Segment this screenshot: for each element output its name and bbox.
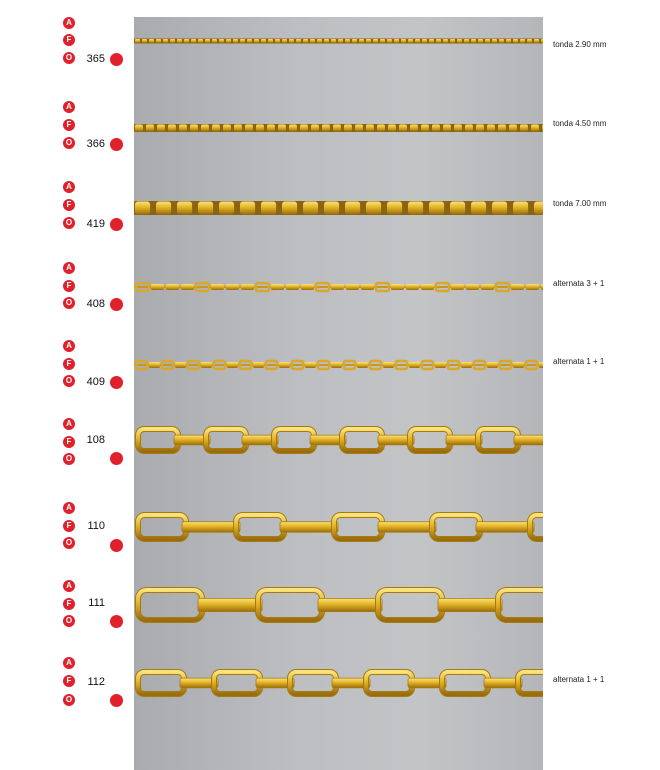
product-description: alternata 3 + 1 [553, 279, 605, 288]
badge-a: A [63, 657, 75, 669]
status-dot [110, 539, 123, 552]
product-description: tonda 2.90 mm [553, 40, 607, 49]
product-code: 112 [87, 676, 105, 688]
badge-o: O [63, 137, 75, 149]
product-row-108 [0, 418, 660, 488]
product-row-409 [0, 340, 660, 410]
badge-f: F [63, 520, 75, 532]
product-description: alternata 1 + 1 [553, 675, 605, 684]
product-description: alternata 1 + 1 [553, 357, 605, 366]
badge-o: O [63, 297, 75, 309]
status-dot [110, 218, 123, 231]
badge-o: O [63, 52, 75, 64]
status-dot [110, 615, 123, 628]
status-dot [110, 376, 123, 389]
status-dot [110, 53, 123, 66]
product-code: 110 [87, 520, 105, 532]
badge-f: F [63, 280, 75, 292]
product-code: 111 [88, 597, 105, 609]
badge-a: A [63, 502, 75, 514]
badge-f: F [63, 436, 75, 448]
product-row-111 [0, 580, 660, 650]
badge-a: A [63, 418, 75, 430]
product-description: tonda 4.50 mm [553, 119, 607, 128]
badge-f: F [63, 675, 75, 687]
product-description: tonda 7.00 mm [553, 199, 607, 208]
badge-o: O [63, 615, 75, 627]
product-code: 419 [86, 218, 105, 230]
badge-o: O [63, 694, 75, 706]
product-row-365 [0, 14, 660, 84]
badge-f: F [63, 358, 75, 370]
product-code: 408 [86, 298, 105, 310]
product-code: 108 [86, 434, 105, 446]
badge-f: F [63, 119, 75, 131]
badge-f: F [63, 34, 75, 46]
status-dot [110, 138, 123, 151]
status-dot [110, 298, 123, 311]
badge-o: O [63, 537, 75, 549]
badge-a: A [63, 340, 75, 352]
badge-f: F [63, 199, 75, 211]
badge-a: A [63, 262, 75, 274]
product-row-419 [0, 178, 660, 248]
product-row-112 [0, 657, 660, 727]
product-row-110 [0, 502, 660, 572]
badge-o: O [63, 375, 75, 387]
badge-a: A [63, 580, 75, 592]
badge-a: A [63, 101, 75, 113]
badge-o: O [63, 217, 75, 229]
badge-a: A [63, 181, 75, 193]
product-row-408 [0, 260, 660, 330]
product-row-366 [0, 96, 660, 166]
badge-o: O [63, 453, 75, 465]
status-dot [110, 452, 123, 465]
badge-a: A [63, 17, 75, 29]
status-dot [110, 694, 123, 707]
product-code: 365 [86, 53, 105, 65]
product-code: 366 [86, 138, 105, 150]
badge-f: F [63, 598, 75, 610]
product-code: 409 [86, 376, 105, 388]
